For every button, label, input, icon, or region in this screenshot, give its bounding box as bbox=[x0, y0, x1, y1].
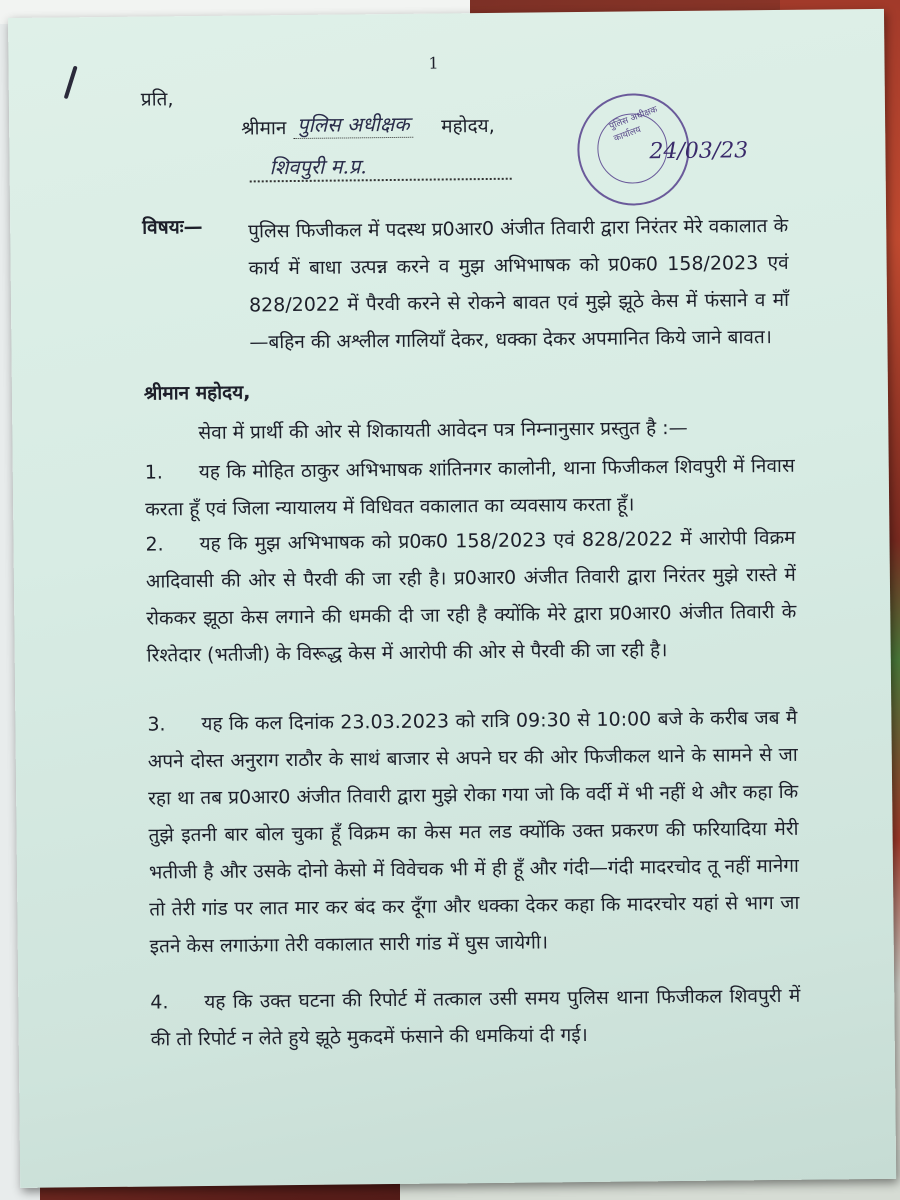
paragraph-2 bbox=[145, 520, 797, 675]
salutation: श्रीमान महोदय, bbox=[143, 381, 251, 405]
paragraph-number: 1. bbox=[144, 461, 164, 484]
paragraph-4 bbox=[150, 978, 801, 1059]
subject-label: विषयः— bbox=[142, 215, 203, 239]
intro-line: सेवा में प्रार्थी की ओर से शिकायती आवेदन पत्र निम्नानुसार प्रस्तुत है :— bbox=[198, 416, 688, 445]
paragraph-number: 3. bbox=[147, 713, 166, 736]
office-stamp-text: पुलिस अधीक्षक कार्यालय bbox=[608, 104, 659, 145]
complaint-letter-page bbox=[8, 9, 896, 1188]
paragraph-text: यह कि मुझ अभिभाषक को प्र0क0 158/2023 एवं 828/2022 में आरोपी विक्रम आदिवासी की ओर से पैरवी की जा रही है। प्र0आर0 अंजीत तिवारी द्वारा निरंतर मुझे रास्ते में रोककर झूठा केस लगाने की धमकी दी जा रही है क्योंकि मेरे द्वारा प्र0आर0 अंजीत तिवारी के रिश्तेदार (भतीजी) के विरूद्ध केस में आरोपी की ओर से पैरवी की जा रही है। bbox=[145, 526, 797, 667]
recipient-to-label: प्रति, bbox=[140, 88, 174, 111]
paragraph-number: 4. bbox=[150, 991, 169, 1014]
recipient-place-handwritten: शिवपुरी म.प्र. bbox=[249, 151, 511, 183]
subject-body: पुलिस फिजीकल में पदस्थ प्र0आर0 अंजीत तिवारी द्वारा निरंतर मेरे वकालात के कार्य में बाधा उत्पन्न करने व मुझ अभिभाषक को प्र0क0 158/2023 एवं 828/2022 में पैरवी करने से रोकने बावत एवं मुझे झूठे केस में फंसाने व माँ—बहिन की अश्लील गालियाँ देकर, धक्का देकर अपमानित किये जाने बावत। bbox=[248, 214, 790, 354]
stamp-received-date: 24/03/23 bbox=[649, 138, 749, 165]
paragraph-3 bbox=[147, 700, 800, 966]
paragraph-text: यह कि कल दिनांक 23.03.2023 को रात्रि 09:30 से 10:00 बजे के करीब जब मै अपने दोस्त अनुराग राठौर के साथं बाजार से अपने घर की ओर फिजीकल थाने के सामने से जा रहा था तब प्र0आर0 अंजीत तिवारी द्वारा मुझे रोका गया जो कि वर्दी में भी नहीं थे और कहा कि तुझे इतनी बार बोल चुका हूँ विक्रम का केस मत लड क्योंकि उक्त प्रकरण की फरियादिया मेरी भतीजी है और उसके दोनो केसो में विवेचक भी में ही हूँ और गंदी—गंदी मादरचोद तू नहीं मानेगा तो तेरी गांड पर लात मार कर बंद कर दूँगा और धक्का देकर कहा कि मादरचोर यहां से भाग जा इतने केस लगाऊंगा तेरी वकालात सारी गांड में घुस जायेगी। bbox=[147, 706, 800, 958]
pen-mark bbox=[64, 66, 78, 100]
recipient-title-handwritten: पुलिस अधीक्षक bbox=[293, 110, 414, 139]
recipient-prefix: श्रीमान bbox=[241, 117, 287, 140]
page-number: 1 bbox=[428, 53, 439, 73]
recipient-suffix: महोदय, bbox=[441, 114, 495, 138]
paragraph-number: 2. bbox=[145, 533, 164, 556]
paragraph-text: यह कि उक्त घटना की रिपोर्ट में तत्काल उसी समय पुलिस थाना फिजीकल शिवपुरी में की तो रिपोर्ट न लेते हुये झूठे मुकदमें फंसाने की धमकियां दी गई। bbox=[150, 984, 801, 1051]
paragraph-text: यह कि मोहित ठाकुर अभिभाषक शांतिनगर कालोनी, थाना फिजीकल शिवपुरी में निवास करता हूँ एवं जिला न्यायालय में विधिवत वकालात का व्यवसाय करता हूँ। bbox=[145, 454, 795, 521]
paragraph-1 bbox=[145, 448, 796, 529]
